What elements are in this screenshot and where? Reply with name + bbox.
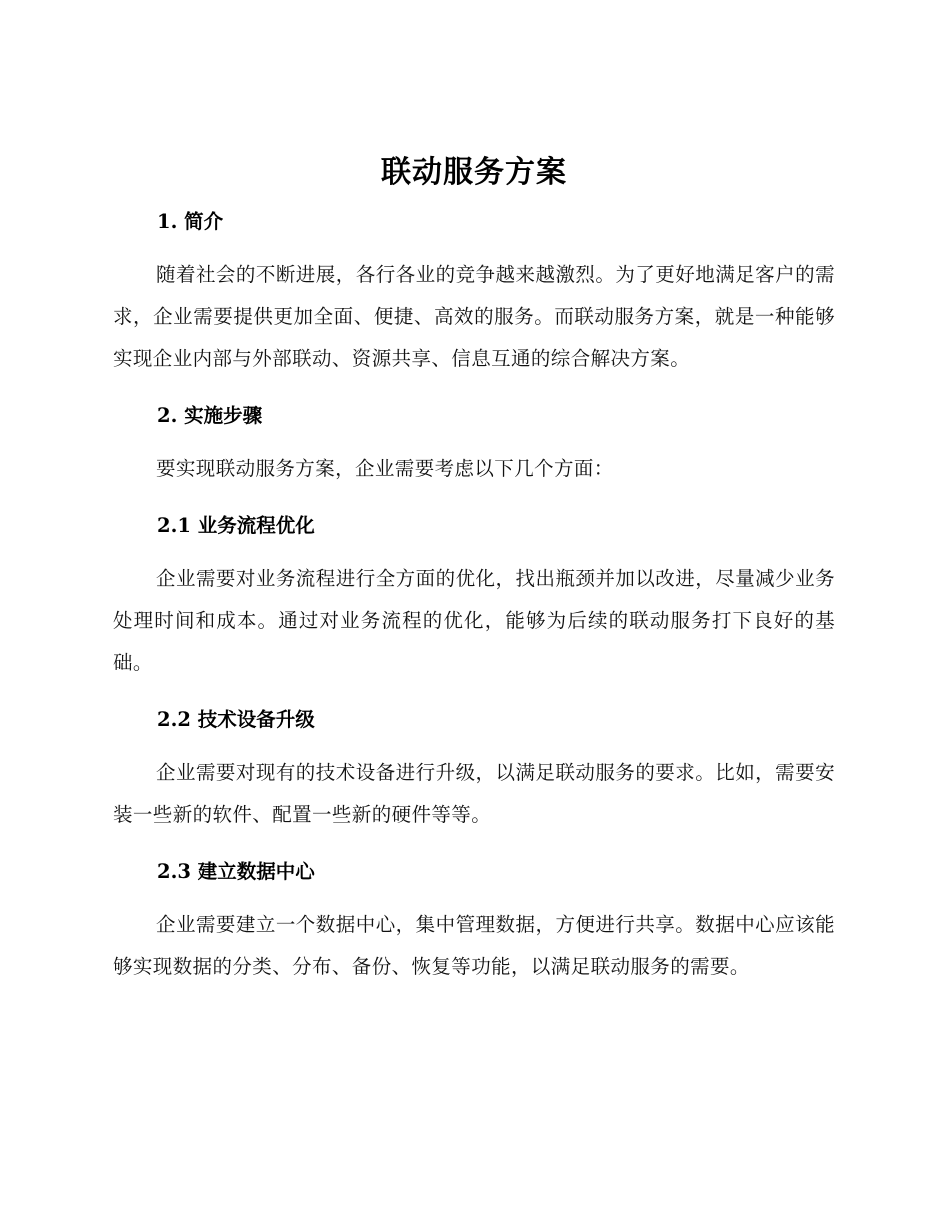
section-heading-steps: 2. 实施步骤 — [157, 404, 263, 427]
section-heading-equipment-upgrade: 2.2 技术设备升级 — [157, 708, 315, 731]
section-paragraph-intro: 随着社会的不断进展，各行各业的竞争越来越激烈。为了更好地满足客户的需求，企业需要提供更加全面、便捷、高效的服务。而联动服务方案，就是一种能够实现企业内部与外部联动、资源共享、信息互通的综合解决方案。 — [113, 263, 835, 370]
section-heading-data-center: 2.3 建立数据中心 — [157, 860, 315, 883]
document-title: 联动服务方案 — [381, 155, 567, 190]
section-heading-intro: 1. 简介 — [157, 210, 224, 233]
section-paragraph-equipment-upgrade: 企业需要对现有的技术设备进行升级，以满足联动服务的要求。比如，需要安装一些新的软件、配置一些新的硬件等等。 — [113, 761, 835, 826]
section-paragraph-data-center: 企业需要建立一个数据中心，集中管理数据，方便进行共享。数据中心应该能够实现数据的分类、分布、备份、恢复等功能，以满足联动服务的需要。 — [113, 913, 835, 978]
section-heading-process-optimization: 2.1 业务流程优化 — [157, 514, 315, 537]
section-paragraph-steps: 要实现联动服务方案，企业需要考虑以下几个方面： — [156, 457, 614, 480]
section-paragraph-process-optimization: 企业需要对业务流程进行全方面的优化，找出瓶颈并加以改进，尽量减少业务处理时间和成本。通过对业务流程的优化，能够为后续的联动服务打下良好的基础。 — [113, 567, 835, 674]
